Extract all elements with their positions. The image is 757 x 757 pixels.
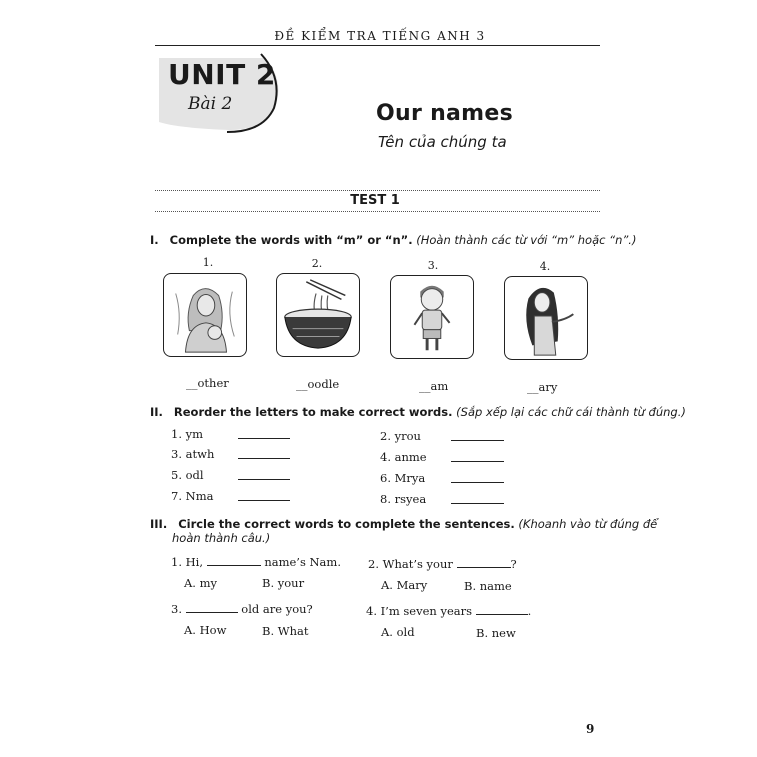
answer-line-7[interactable] <box>238 500 290 501</box>
answer-line-3[interactable] <box>238 458 290 459</box>
question-1-post: name’s Nam. <box>264 555 341 569</box>
dotted-rule-top <box>155 190 600 191</box>
question-4-post: . <box>527 604 532 618</box>
reorder-item-1: 1. ym <box>171 427 204 441</box>
word-blank-3: __am <box>419 379 449 393</box>
lesson-title: Our names <box>376 101 514 126</box>
reorder-item-7: 7. Nma <box>171 489 214 503</box>
section-3-translation-1: (Khoanh vào từ đúng để <box>518 517 658 531</box>
question-4-option-b[interactable]: B. new <box>476 626 516 640</box>
question-3-blank[interactable] <box>186 612 238 613</box>
section-3-heading-cont <box>172 531 270 545</box>
lesson-subtitle: Tên của chúng ta <box>378 133 507 151</box>
unit-title: UNIT 2 <box>168 58 276 91</box>
section-2-instruction: Reorder the letters to make correct words. <box>173 405 453 419</box>
question-4-option-a[interactable]: A. old <box>381 625 415 639</box>
question-2-blank[interactable] <box>457 567 511 568</box>
word-blank-1: __other <box>186 376 229 390</box>
dotted-rule-bottom <box>155 211 600 212</box>
answer-line-2[interactable] <box>451 440 504 441</box>
section-2-roman: II. <box>150 405 163 419</box>
question-3-pre: 3. <box>171 602 182 616</box>
question-3-option-b[interactable]: B. What <box>262 624 309 638</box>
section-2-translation: (Sắp xếp lại các chữ cái thành từ đúng.) <box>456 405 686 419</box>
question-1-option-a[interactable]: A. my <box>184 576 218 590</box>
picture-1-number: 1. <box>202 256 214 269</box>
reorder-item-6: 6. Mrya <box>380 471 426 485</box>
question-1 <box>171 555 341 569</box>
word-blank-4: __ary <box>527 380 558 394</box>
header-rule <box>155 45 600 46</box>
question-3-option-a[interactable]: A. How <box>184 623 227 637</box>
picture-4-number: 4. <box>539 260 551 273</box>
picture-1-frame <box>163 273 247 357</box>
question-2-option-b[interactable]: B. name <box>464 579 512 593</box>
answer-line-5[interactable] <box>238 479 290 480</box>
unit-lesson: Bài 2 <box>188 94 233 114</box>
question-2-post: ? <box>510 557 517 571</box>
question-2-pre: 2. What’s your <box>368 557 453 571</box>
section-1-heading <box>150 233 636 247</box>
reorder-item-2: 2. yrou <box>380 429 421 443</box>
reorder-item-5: 5. odl <box>171 468 204 482</box>
word-blank-2: __oodle <box>296 377 340 391</box>
picture-2-number: 2. <box>311 257 323 270</box>
question-3 <box>171 602 313 616</box>
section-1-roman: I. <box>150 233 159 247</box>
mother-icon <box>164 274 246 356</box>
answer-line-8[interactable] <box>451 503 504 504</box>
answer-line-6[interactable] <box>451 482 504 483</box>
noodle-bowl-icon <box>277 274 359 356</box>
section-1-instruction: Complete the words with “m” or “n”. <box>169 233 413 247</box>
question-2-option-a[interactable]: A. Mary <box>381 578 428 592</box>
question-4 <box>366 604 531 618</box>
question-2 <box>368 557 517 571</box>
test-title: TEST 1 <box>350 193 400 208</box>
question-3-post: old are you? <box>241 602 313 616</box>
question-1-blank[interactable] <box>207 565 261 566</box>
picture-2-frame <box>276 273 360 357</box>
question-4-pre: 4. I’m seven years <box>366 604 473 618</box>
question-4-blank[interactable] <box>476 614 528 615</box>
section-3-instruction: Circle the correct words to complete the sentences. <box>178 517 515 531</box>
answer-line-1[interactable] <box>238 438 290 439</box>
book-header: ĐỀ KIỂM TRA TIẾNG ANH 3 <box>274 29 486 43</box>
picture-3-number: 3. <box>427 259 439 272</box>
question-1-option-b[interactable]: B. your <box>262 576 305 590</box>
picture-3-frame <box>390 275 474 359</box>
answer-line-4[interactable] <box>451 461 504 462</box>
question-1-pre: 1. Hi, <box>171 555 203 569</box>
section-3-translation-2: hoàn thành câu.) <box>172 531 271 545</box>
section-2-heading <box>150 405 686 419</box>
reorder-item-3: 3. atwh <box>171 447 215 461</box>
section-3-heading <box>150 517 657 531</box>
girl-icon <box>505 277 587 359</box>
section-3-roman: III. <box>150 517 168 531</box>
boy-icon <box>391 276 473 358</box>
reorder-item-4: 4. anme <box>380 450 427 464</box>
picture-4-frame <box>504 276 588 360</box>
reorder-item-8: 8. rsyea <box>380 492 427 506</box>
page-number: 9 <box>586 722 595 736</box>
section-1-translation: (Hoàn thành các từ với “m” hoặc “n”.) <box>416 233 637 247</box>
